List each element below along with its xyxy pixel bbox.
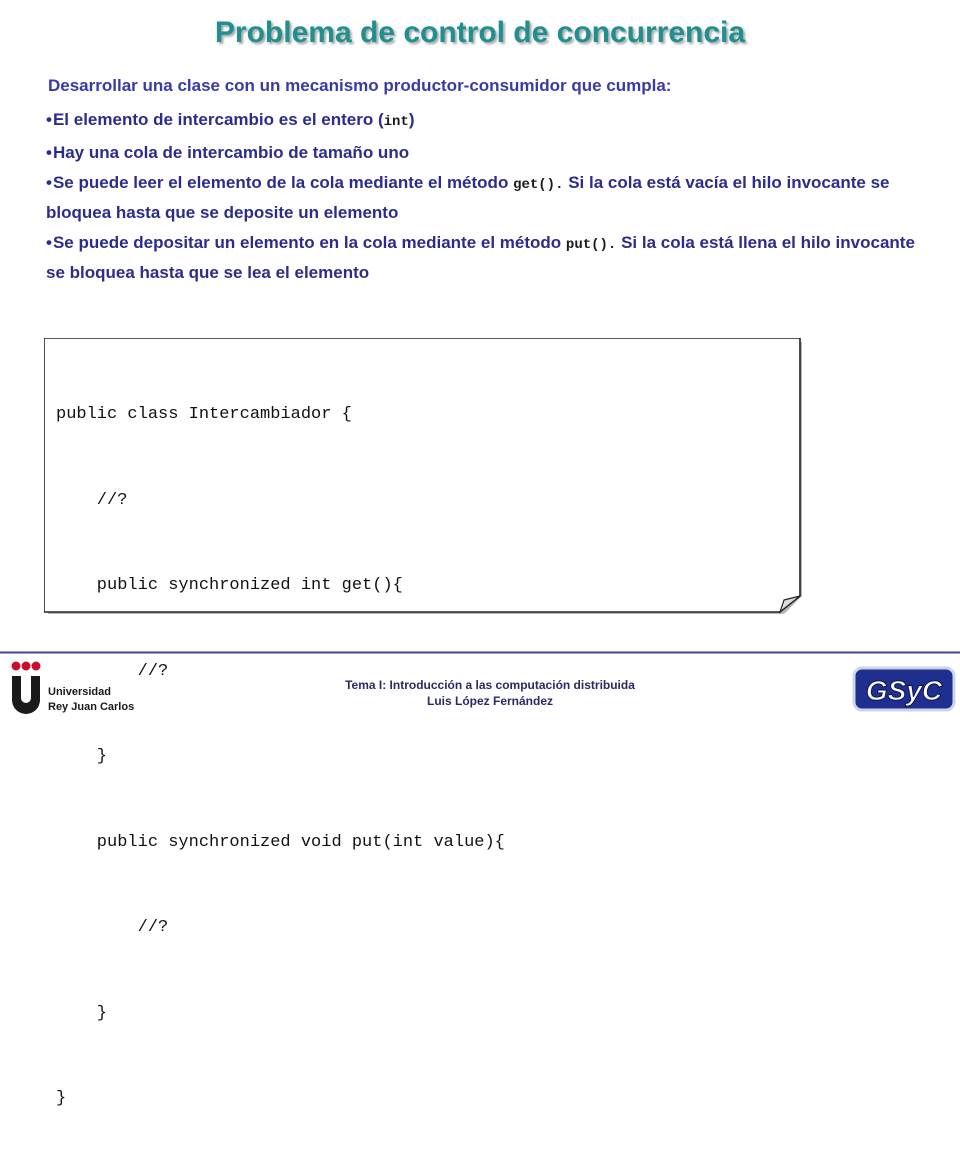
course-title: Tema I: Introducción a las computación distribuida bbox=[345, 678, 635, 692]
code-line: } bbox=[56, 1003, 108, 1023]
bullet-item: • Se puede depositar un elemento en la cola mediante el método put(). Si la cola está llena el hilo invocante se bloquea hasta que se lea el elemento bbox=[46, 229, 916, 286]
inline-code: get(). bbox=[513, 177, 564, 193]
code-line: //? bbox=[56, 490, 128, 510]
bullet-item: • Se puede leer el elemento de la cola mediante el método get(). Si la cola está vacía el hilo invocante se bloquea hasta que se deposite un elemento bbox=[46, 169, 916, 226]
gsyc-logo bbox=[852, 664, 956, 714]
intro-text: Desarrollar una clase con un mecanismo productor-consumidor que cumpla: bbox=[48, 76, 672, 95]
code-line: public synchronized void put(int value){ bbox=[56, 832, 505, 852]
code-line: //? bbox=[56, 918, 169, 937]
bullet-item: • El elemento de intercambio es el entero (int) bbox=[46, 106, 916, 136]
code-line: } bbox=[56, 747, 108, 766]
slide-title: Problema de control de concurrencia bbox=[214, 16, 746, 49]
footer-caption bbox=[280, 677, 700, 709]
code-listing bbox=[56, 344, 505, 1171]
code-line: } bbox=[56, 1089, 67, 1108]
inline-code: int bbox=[383, 114, 409, 130]
bullet-item: • Hay una cola de intercambio de tamaño uno bbox=[46, 139, 916, 166]
inline-code: put(). bbox=[565, 237, 617, 253]
code-line: public synchronized int get(){ bbox=[56, 576, 403, 595]
author-name: Luis López Fernández bbox=[426, 694, 553, 708]
footer-divider bbox=[0, 651, 960, 654]
university-name: Universidad Rey Juan Carlos bbox=[48, 686, 135, 713]
gsyc-logo-text: GSyC bbox=[865, 675, 943, 706]
requirements-list bbox=[46, 106, 916, 289]
code-line: //? bbox=[56, 661, 169, 681]
code-line: public class Intercambiador { bbox=[56, 405, 352, 424]
